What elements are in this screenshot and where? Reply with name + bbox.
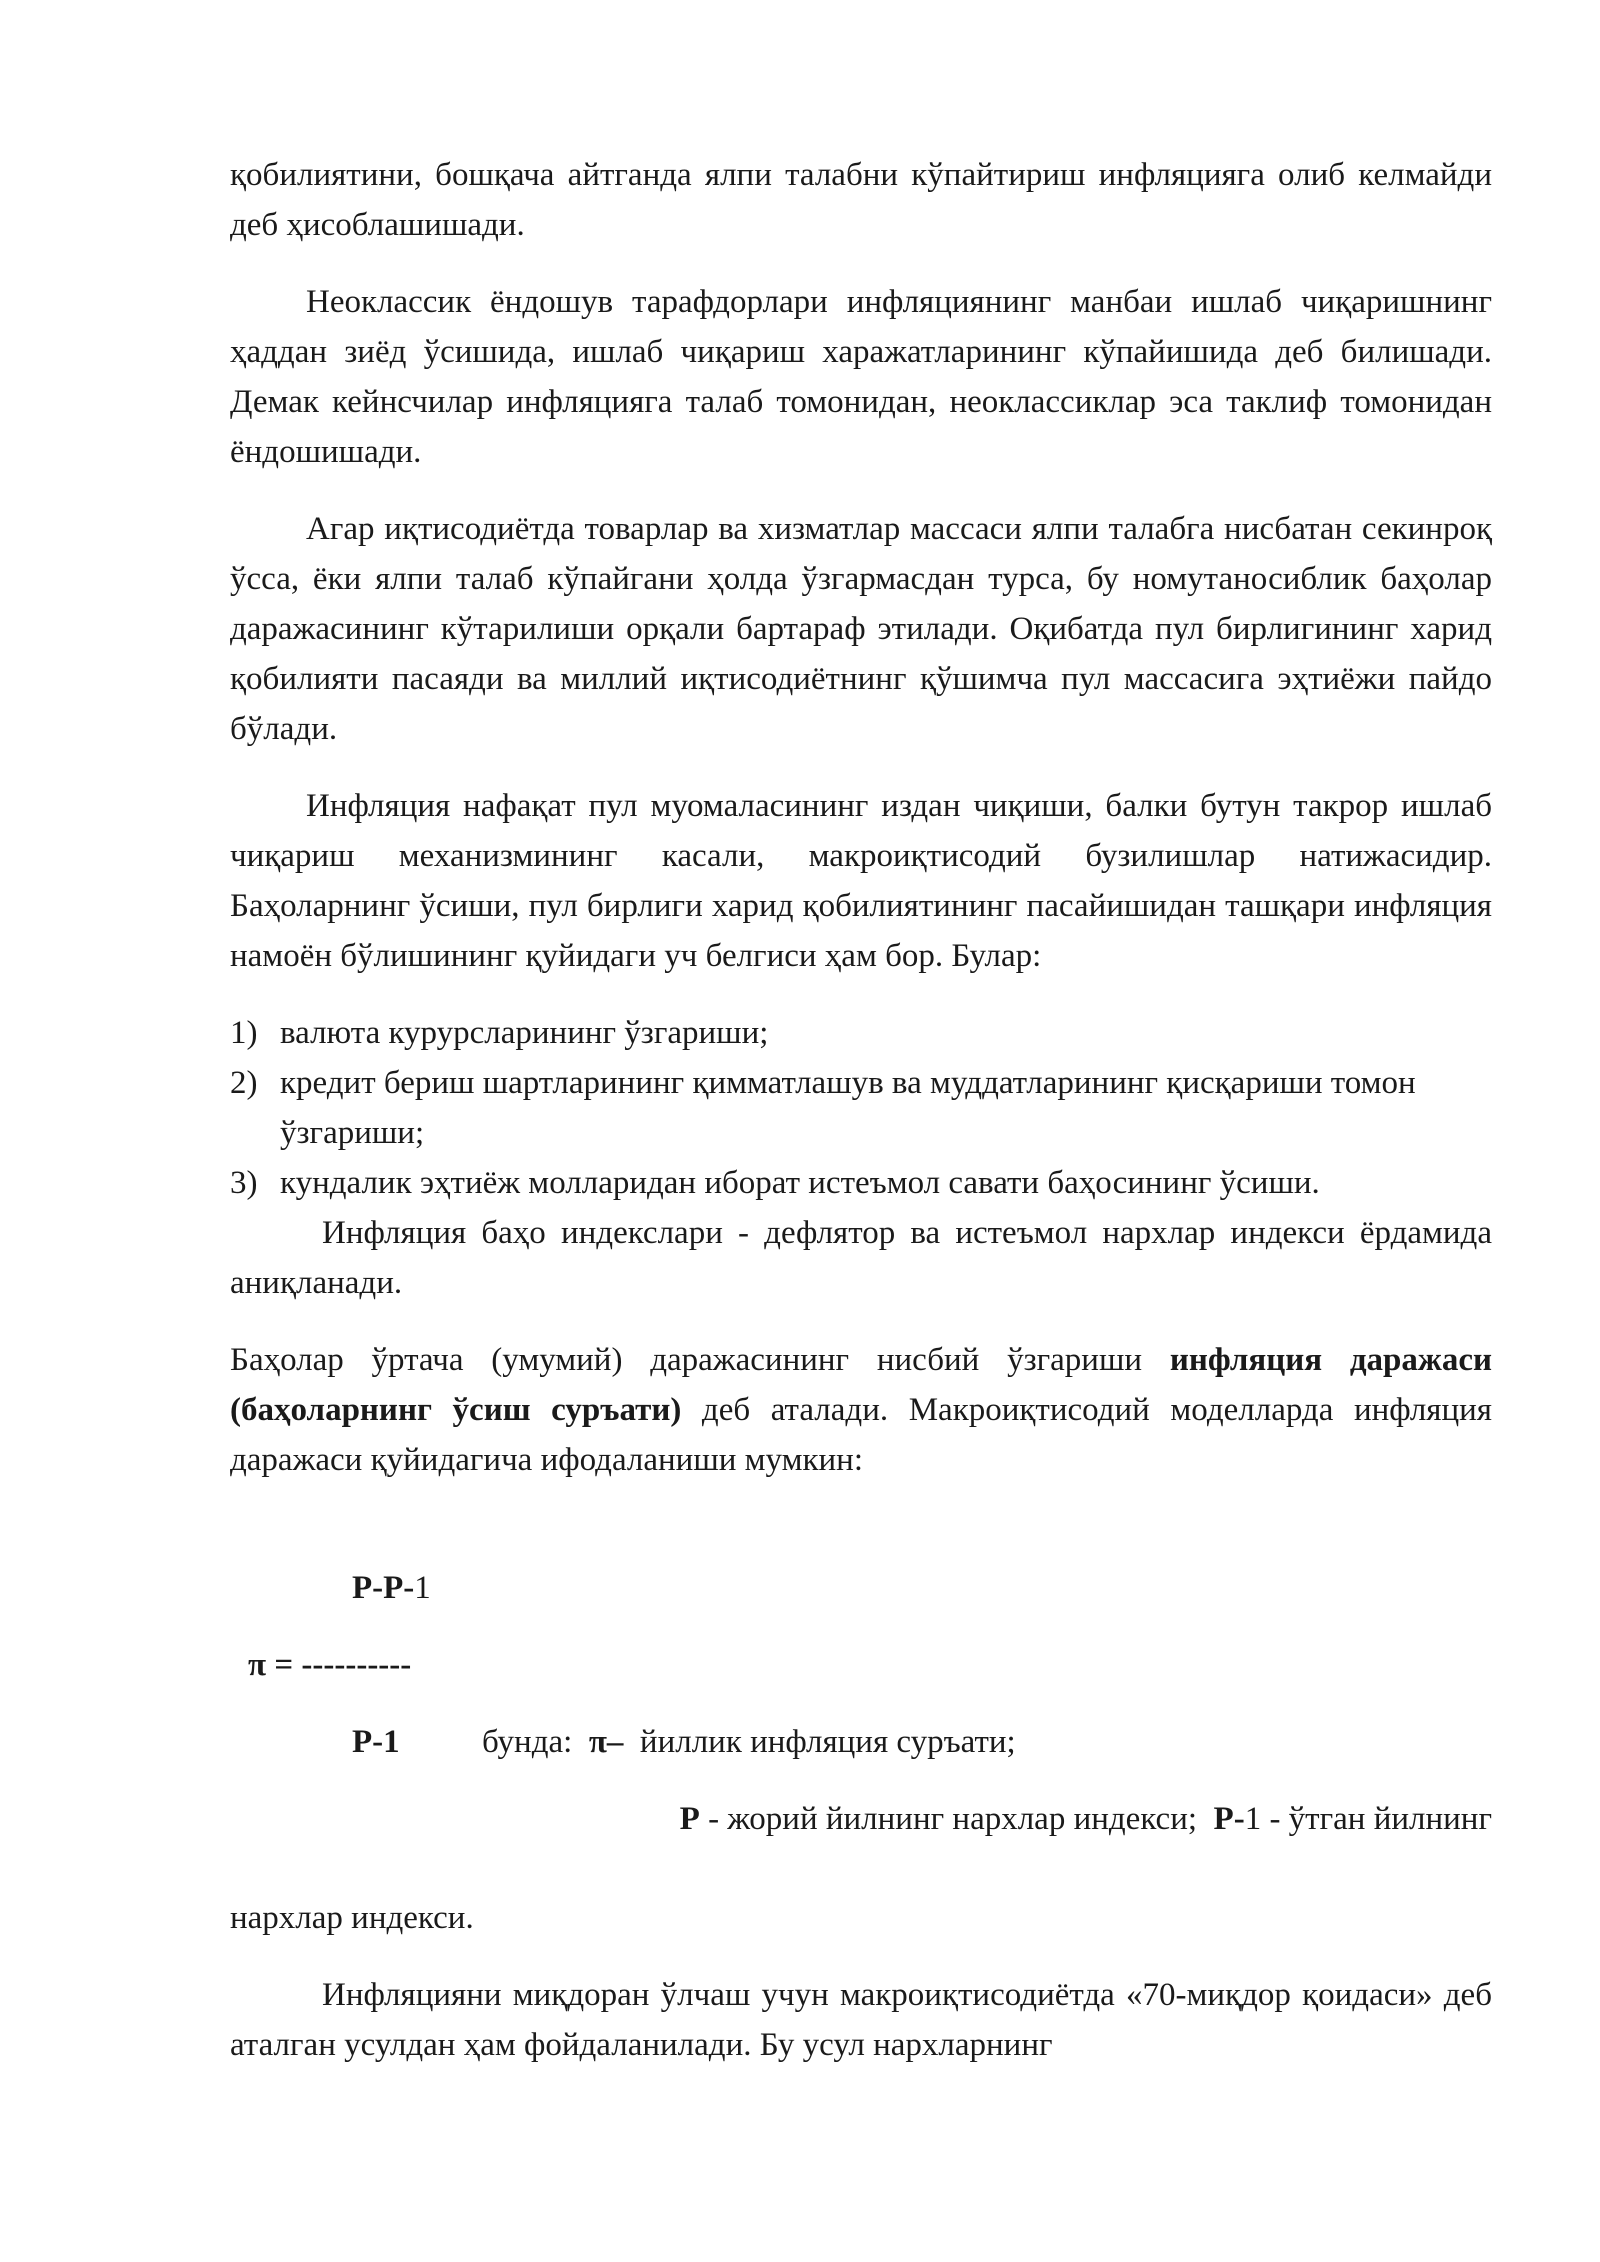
formula-numerator bbox=[352, 1563, 431, 1613]
list-text: кредит бериш шартларининг қимматлашув ва муддатларининг қисқариши томон ўзгариши; bbox=[280, 1065, 1416, 1151]
paragraph-7: Инфляцияни миқдоран ўлчаш учун макроиқтисодиётда «70-миқдор қоидаси» деб аталган усулдан ҳам фойдаланилади. Бу усул нархларнинг bbox=[230, 1977, 1492, 2063]
where-text: йиллик инфляция суръати; bbox=[639, 1724, 1016, 1760]
inflation-formula bbox=[230, 1563, 1492, 1893]
formula-legend bbox=[540, 1794, 1492, 1844]
list-item bbox=[230, 1058, 1492, 1158]
formula-numerator-bold: Р-Р- bbox=[352, 1570, 415, 1606]
paragraph-4: Инфляция нафақат пул муомаласининг издан чиқиши, балки бутун такрор ишлаб чиқариш механизмининг касали, макроиқтисодий бузилишлар натижасидир. Баҳоларнинг ўсиши, пул бирлиги харид қобилиятининг пасайишидан ташқари инфляция намоён бўлишининг қуйидаги уч белгиси ҳам бор. Булар: bbox=[230, 788, 1492, 974]
paragraph-6-after: деб аталади. Макроиқтисодий моделларда инфляция даражаси қуйидагича ифодаланиши мумкин: bbox=[230, 1392, 1492, 1478]
paragraph-6-before: Баҳолар ўртача (умумий) даражасининг нисбий ўзгариши bbox=[230, 1342, 1170, 1378]
paragraph-5: Инфляция баҳо индекслари - дефлятор ва истеъмол нархлар индекси ёрдамида аниқланади. bbox=[230, 1215, 1492, 1301]
formula-lhs: π = ---------- bbox=[248, 1647, 412, 1683]
list-item bbox=[230, 1008, 1492, 1058]
paragraph-1: қобилиятини, бошқача айтганда ялпи талабни кўпайтириш инфляцияга олиб келмайди деб ҳисоблашишади. bbox=[230, 157, 1492, 243]
where-label: бунда: bbox=[482, 1724, 573, 1760]
previous-symbol: Р- bbox=[1213, 1801, 1245, 1837]
paragraph-6-term: инфляция даражаси (баҳоларнинг ўсиш суръати) bbox=[230, 1342, 1492, 1428]
list-text: кундалик эҳтиёж молларидан иборат истеъмол савати баҳосининг ўсиши. bbox=[280, 1165, 1320, 1201]
list-number: 2) bbox=[230, 1065, 258, 1101]
formula-where bbox=[482, 1717, 1016, 1767]
list-text: валюта курурсларининг ўзгариши; bbox=[280, 1015, 769, 1051]
list-number: 1) bbox=[230, 1015, 258, 1051]
current-symbol: Р bbox=[679, 1801, 700, 1837]
formula-denominator: Р-1 bbox=[352, 1724, 400, 1760]
formula-continuation: нархлар индекси. bbox=[230, 1900, 474, 1936]
paragraph-2: Неоклассик ёндошув тарафдорлари инфляциянинг манбаи ишлаб чиқаришнинг ҳаддан зиёд ўсишида, ишлаб чиқариш харажатларининг кўпайишида деб билишади. Демак кейнсчилар инфляцияга талаб томонидан, неоклассиклар эса таклиф томонидан ёндошишади. bbox=[230, 284, 1492, 470]
formula-numerator-tail: 1 bbox=[414, 1570, 431, 1606]
current-text: - жорий йилнинг нархлар индекси; bbox=[699, 1801, 1198, 1837]
list-item bbox=[230, 1158, 1492, 1208]
list-number: 3) bbox=[230, 1165, 258, 1201]
criteria-list bbox=[230, 1008, 1492, 1208]
where-symbol: π– bbox=[588, 1724, 624, 1760]
previous-text: 1 - ўтган йилнинг bbox=[1244, 1801, 1492, 1837]
paragraph-6 bbox=[230, 1335, 1492, 1485]
document-page bbox=[230, 150, 1492, 2070]
paragraph-3: Агар иқтисодиётда товарлар ва хизматлар массаси ялпи талабга нисбатан секинроқ ўсса, ёки ялпи талаб кўпайгани ҳолда ўзгармасдан турса, бу номутаносиблик баҳолар даражасининг кўтарилиши орқали бартараф этилади. Оқибатда пул бирлигининг харид қобилияти пасаяди ва миллий иқтисодиётнинг қўшимча пул массасига эҳтиёжи пайдо бўлади. bbox=[230, 511, 1492, 747]
